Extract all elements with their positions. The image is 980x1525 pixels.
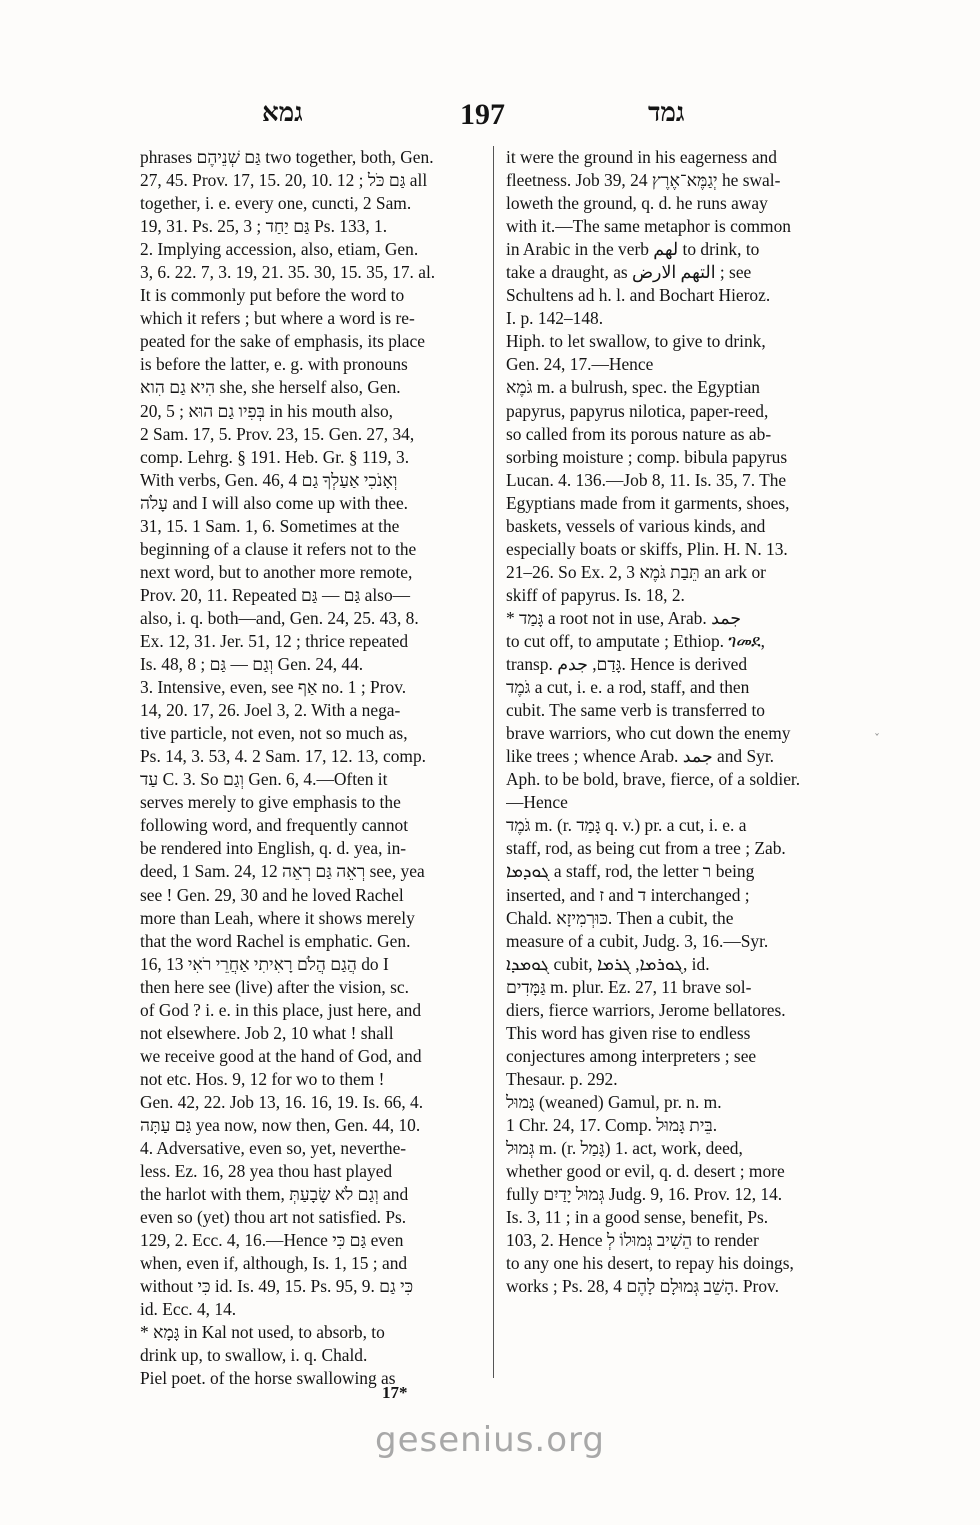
text-line: Is. 48, 8 ; וְגַם — גַּם Gen. 24, 44. bbox=[140, 654, 364, 675]
text-line: tive particle, not even, not so much as, bbox=[140, 723, 408, 744]
text-line: 14, 20. 17, 26. Joel 3, 2. With a nega- bbox=[140, 700, 401, 721]
text-line: so called from its porous nature as ab- bbox=[506, 423, 772, 444]
text-line: Piel poet. of the horse swallowing as bbox=[140, 1368, 396, 1389]
text-line: not etc. Hos. 9, 12 for wo to them ! bbox=[140, 1068, 385, 1089]
text-line: see ! Gen. 29, 30 and he loved Rachel bbox=[140, 884, 404, 905]
text-line: comp. Lehrg. § 191. Heb. Gr. § 119, 3. bbox=[140, 446, 410, 467]
text-line: is before the latter, e. g. with pronouns bbox=[140, 354, 408, 375]
text-line: take a draught, as التهم الارض ; see bbox=[506, 262, 752, 283]
text-line: conjectures among interpreters ; see bbox=[506, 1045, 757, 1066]
text-line: Chald. כּוּרְמִיזָא. Then a cubit, the bbox=[506, 907, 734, 928]
text-line: diers, fierce warriors, Jerome bellatores. bbox=[506, 999, 786, 1020]
text-line: עָלֹה and I will also come up with thee. bbox=[140, 492, 409, 513]
text-line: together, i. e. every one, cuncti, 2 Sam. bbox=[140, 193, 412, 214]
text-line: Prov. 20, 11. Repeated גַּם — גַּם also— bbox=[140, 584, 411, 605]
text-line: Thesaur. p. 292. bbox=[506, 1068, 618, 1089]
text-line: גַּם עַתָּה yea now, now then, Gen. 44, 10. bbox=[140, 1114, 421, 1135]
text-line: * גָּמַד a root not in use, Arab. جمد bbox=[506, 607, 742, 628]
right-headword: גמד bbox=[648, 98, 685, 128]
text-line: staff, rod, as being cut from a tree ; Zab. bbox=[506, 838, 786, 859]
text-line: without כִּי id. Is. 49, 15. Ps. 95, 9. כִּי גַם bbox=[140, 1276, 414, 1297]
text-line: 20, 5 ; בְּפִיו גַם הוּא in his mouth also, bbox=[140, 400, 394, 421]
text-line: we receive good at the hand of God, and bbox=[140, 1045, 422, 1066]
text-line: I. p. 142–148. bbox=[506, 308, 604, 329]
text-line: to cut off, to amputate ; Ethiop. ገመደ, bbox=[506, 630, 765, 651]
left-column bbox=[140, 146, 482, 1391]
text-line: which it refers ; but where a word is re- bbox=[140, 308, 415, 329]
text-line: Ps. 14, 3. 53, 4. 2 Sam. 17, 12. 13, comp. bbox=[140, 746, 426, 767]
text-line: not elsewhere. Job 2, 10 what ! shall bbox=[140, 1022, 394, 1043]
text-line: be rendered into English, q. d. yea, in- bbox=[140, 838, 407, 859]
text-line: more than Leah, where it shows merely bbox=[140, 907, 415, 928]
text-line: גַּמָּדִים m. plur. Ez. 27, 11 brave sol- bbox=[506, 976, 752, 997]
text-line: Gen. 24, 17.—Hence bbox=[506, 354, 654, 375]
text-line: cubit. The same verb is transferred to bbox=[506, 700, 765, 721]
text-line: Aph. to be bold, brave, fierce, of a soldier. bbox=[506, 769, 801, 790]
text-line: הִיא גַם הִוא she, she herself also, Gen. bbox=[140, 377, 401, 398]
text-line: then here see (live) after the vision, sc. bbox=[140, 976, 409, 997]
text-line: peated for the sake of emphasis, its place bbox=[140, 331, 425, 352]
text-line: serves merely to give emphasis to the bbox=[140, 792, 401, 813]
text-line: skiff of papyrus. Is. 18, 2. bbox=[506, 584, 685, 605]
text-line: when, even if, although, Is. 1, 15 ; and bbox=[140, 1253, 408, 1274]
text-line: Lucan. 4. 136.—Job 8, 11. Is. 35, 7. The bbox=[506, 469, 787, 490]
text-line: 103, 2. Hence הֵשִׁיב גְּמוּלוֹ לְ to render bbox=[506, 1230, 759, 1251]
page-number: 197 bbox=[460, 98, 505, 131]
text-line: to any one his desert, to repay his doings, bbox=[506, 1253, 794, 1274]
text-line: like trees ; whence Arab. جمد and Syr. bbox=[506, 746, 775, 767]
text-line: fleetness. Job 39, 24 יְגַמֶּא־אֶרֶץ he swal- bbox=[506, 170, 781, 191]
text-line: Gen. 42, 22. Job 13, 16. 16, 19. Is. 66, 4. bbox=[140, 1091, 424, 1112]
text-line: This word has given rise to endless bbox=[506, 1022, 751, 1043]
text-line: even so (yet) thou art not satisfied. Ps. bbox=[140, 1207, 407, 1228]
text-line: 27, 45. Prov. 17, 15. 20, 10. 12 ; גַּם כֹּל all bbox=[140, 170, 428, 191]
text-line: phrases גַּם שְׁנֵיהֶם two together, both, Gen. bbox=[140, 147, 434, 167]
column-divider bbox=[493, 146, 494, 1378]
text-line: * גָּמָא in Kal not used, to absorb, to bbox=[140, 1322, 385, 1343]
text-line: 3. Intensive, even, see אַף no. 1 ; Prov. bbox=[140, 677, 407, 698]
text-line: in Arabic in the verb لهم to drink, to bbox=[506, 239, 760, 260]
text-line: following word, and frequently cannot bbox=[140, 815, 409, 836]
text-line: גֹּמֶד m. (r. גָּמַד q. v.) pr. a cut, i. e. a bbox=[506, 815, 747, 836]
text-line: 4. Adversative, even so, yet, neverthe- bbox=[140, 1138, 407, 1159]
text-line: sorbing moisture ; comp. bibula papyrus bbox=[506, 446, 788, 467]
text-line: next word, but to another more remote, bbox=[140, 561, 413, 582]
text-line: of God ? i. e. in this place, just here, and bbox=[140, 999, 422, 1020]
text-line: that the word Rachel is emphatic. Gen. bbox=[140, 930, 411, 951]
text-line: עַד C. 3. So וְגַם Gen. 6, 4.—Often it bbox=[140, 769, 388, 790]
text-line: 1 Chr. 24, 17. Comp. בֵּית גָּמוּל. bbox=[506, 1114, 718, 1135]
text-line: Ex. 12, 31. Jer. 51, 12 ; thrice repeated bbox=[140, 630, 409, 651]
text-line: works ; Ps. 28, 4 הָשֵׁב גְּמוּלָם לָהֶם. Prov. bbox=[506, 1276, 779, 1297]
text-line: 16, 13 הֲגַם הֲלֹם רָאִיתִי אַחֲרֵי רֹאִי do I bbox=[140, 953, 389, 974]
text-line: measure of a cubit, Judg. 3, 16.—Syr. bbox=[506, 930, 769, 951]
text-line: less. Ez. 16, 28 yea thou hast played bbox=[140, 1161, 393, 1182]
text-line: Hiph. to let swallow, to give to drink, bbox=[506, 331, 766, 352]
text-line: deed, 1 Sam. 24, 12 רְאֵה גַּם רְאֵה see, yea bbox=[140, 861, 425, 882]
text-line: Egyptians made from it garments, shoes, bbox=[506, 492, 790, 513]
text-line: whether good or evil, q. d. desert ; more bbox=[506, 1161, 785, 1182]
text-line: with it.—The same metaphor is common bbox=[506, 216, 791, 237]
text-line: brave warriors, who cut down the enemy bbox=[506, 723, 791, 744]
margin-mark: ˇ bbox=[874, 732, 880, 746]
text-line: ܓܘܡܕܐ cubit, ܓܘܪܡܐ, ܓܪܡܐ, id. bbox=[506, 953, 710, 974]
text-line: fully גְּמוּל יָדַיִם Judg. 9, 16. Prov. 12, 14. bbox=[506, 1184, 783, 1205]
text-line: loweth the ground, q. d. he runs away bbox=[506, 193, 768, 214]
text-line: papyrus, papyrus nilotica, paper-reed, bbox=[506, 400, 769, 421]
text-line: גְּמוּל m. (r. גָּמַל) 1. act, work, deed, bbox=[506, 1138, 743, 1159]
text-line: id. Ecc. 4, 14. bbox=[140, 1299, 237, 1320]
text-line: 2. Implying accession, also, etiam, Gen. bbox=[140, 239, 419, 260]
page-header bbox=[0, 98, 980, 148]
text-line: baskets, vessels of various kinds, and bbox=[506, 515, 766, 536]
text-line: With verbs, Gen. 46, 4 וְאָנֹכִי אַעַלְךָ גַם bbox=[140, 469, 398, 490]
text-line: גֹּמֶא m. a bulrush, spec. the Egyptian bbox=[506, 377, 760, 398]
text-line: transp. גָּדַם, جدم. Hence is derived bbox=[506, 654, 748, 675]
text-line: 129, 2. Ecc. 4, 16.—Hence גַּם כִּי even bbox=[140, 1230, 404, 1251]
text-line: It is commonly put before the word to bbox=[140, 285, 405, 306]
text-line: Is. 3, 11 ; in a good sense, benefit, Ps. bbox=[506, 1207, 769, 1228]
text-line: 3, 6. 22. 7, 3. 19, 21. 35. 30, 15. 35, 17. al. bbox=[140, 262, 436, 283]
text-line: beginning of a clause it refers not to the bbox=[140, 538, 417, 559]
text-line: —Hence bbox=[506, 792, 568, 813]
text-line: 21–26. So Ex. 2, 3 תֵּבַת גֹּמֶא an ark or bbox=[506, 561, 766, 582]
text-line: the harlot with them, וְגַם לֹא שָׂבָעַתְּ and bbox=[140, 1184, 409, 1205]
text-line: גֹּמֶד a cut, i. e. a rod, staff, and then bbox=[506, 677, 750, 698]
text-line: also, i. q. both—and, Gen. 24, 25. 43, 8. bbox=[140, 607, 419, 628]
text-line: drink up, to swallow, i. q. Chald. bbox=[140, 1345, 368, 1366]
signature-mark: 17* bbox=[382, 1383, 408, 1402]
text-line: 31, 15. 1 Sam. 1, 6. Sometimes at the bbox=[140, 515, 400, 536]
text-line: גָּמוּל (weaned) Gamul, pr. n. m. bbox=[506, 1091, 722, 1112]
text-line: it were the ground in his eagerness and bbox=[506, 147, 777, 167]
watermark: gesenius.org bbox=[375, 1420, 605, 1460]
right-column bbox=[506, 146, 846, 1298]
text-line: inserted, and ז and ד interchanged ; bbox=[506, 884, 750, 905]
text-line: Schultens ad h. l. and Bochart Hieroz. bbox=[506, 285, 771, 306]
text-line: especially boats or skiffs, Plin. H. N. 13. bbox=[506, 538, 788, 559]
text-line: 19, 31. Ps. 25, 3 ; גַּם יַחַד Ps. 133, 1. bbox=[140, 216, 388, 237]
text-line: ܓܘܕܡܐ a staff, rod, the letter ר being bbox=[506, 861, 755, 882]
left-headword: גמא bbox=[262, 98, 303, 128]
text-line: 2 Sam. 17, 5. Prov. 23, 15. Gen. 27, 34, bbox=[140, 423, 415, 444]
